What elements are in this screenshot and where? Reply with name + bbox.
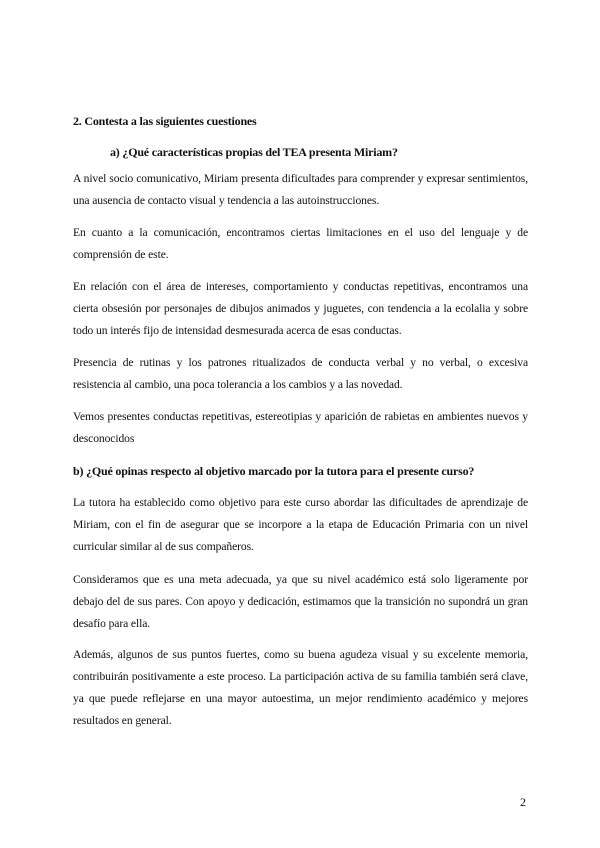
question-a-paragraph-1: A nivel socio comunicativo, Miriam presenta dificultades para comprender y expresar sentimientos, una ausencia de contacto visual y tendencia a las autoinstrucciones. [73, 172, 528, 207]
page-number: 2 [520, 795, 526, 809]
question-b-paragraph-1: La tutora ha establecido como objetivo para este curso abordar las dificultades de aprendizaje de Miriam, con el fin de asegurar que se incorpore a la etapa de Educación Primaria con un nivel curricular similar al de sus compañeros. [73, 496, 528, 553]
question-b-title: b) ¿Qué opinas respecto al objetivo marcado por la tutora para el presente curso? [73, 464, 475, 478]
section-heading: 2. Contesta a las siguientes cuestiones [73, 114, 257, 128]
question-a-title: a) ¿Qué características propias del TEA presenta Miriam? [110, 145, 398, 159]
question-a-paragraph-3: En relación con el área de intereses, comportamiento y conductas repetitivas, encontramos una cierta obsesión por personajes de dibujos animados y juguetes, con tendencia a la ecolalia y sobre todo un interés fijo de intensidad desmesurada acerca de esas conductas. [73, 280, 528, 337]
question-a-paragraph-2: En cuanto a la comunicación, encontramos ciertas limitaciones en el uso del lenguaje y de comprensión de este. [73, 226, 528, 261]
question-a-paragraph-5: Vemos presentes conductas repetitivas, estereotipias y aparición de rabietas en ambientes nuevos y desconocidos [73, 410, 528, 445]
question-a-paragraph-4: Presencia de rutinas y los patrones ritualizados de conducta verbal y no verbal, o excesiva resistencia al cambio, una poca tolerancia a los cambios y a las novedad. [73, 356, 528, 391]
question-b-paragraph-2: Consideramos que es una meta adecuada, ya que su nivel académico está solo ligeramente por debajo del de sus pares. Con apoyo y dedicación, estimamos que la transición no supondrá un gran desafío para ella. [73, 573, 528, 630]
question-b-paragraph-3: Además, algunos de sus puntos fuertes, como su buena agudeza visual y su excelente memoria, contribuirán positivamente a este proceso. La participación activa de su familia también será clave, ya que puede reflejarse en una mayor autoestima, un mejor rendimiento académico y mejores resultados en general. [73, 648, 528, 727]
